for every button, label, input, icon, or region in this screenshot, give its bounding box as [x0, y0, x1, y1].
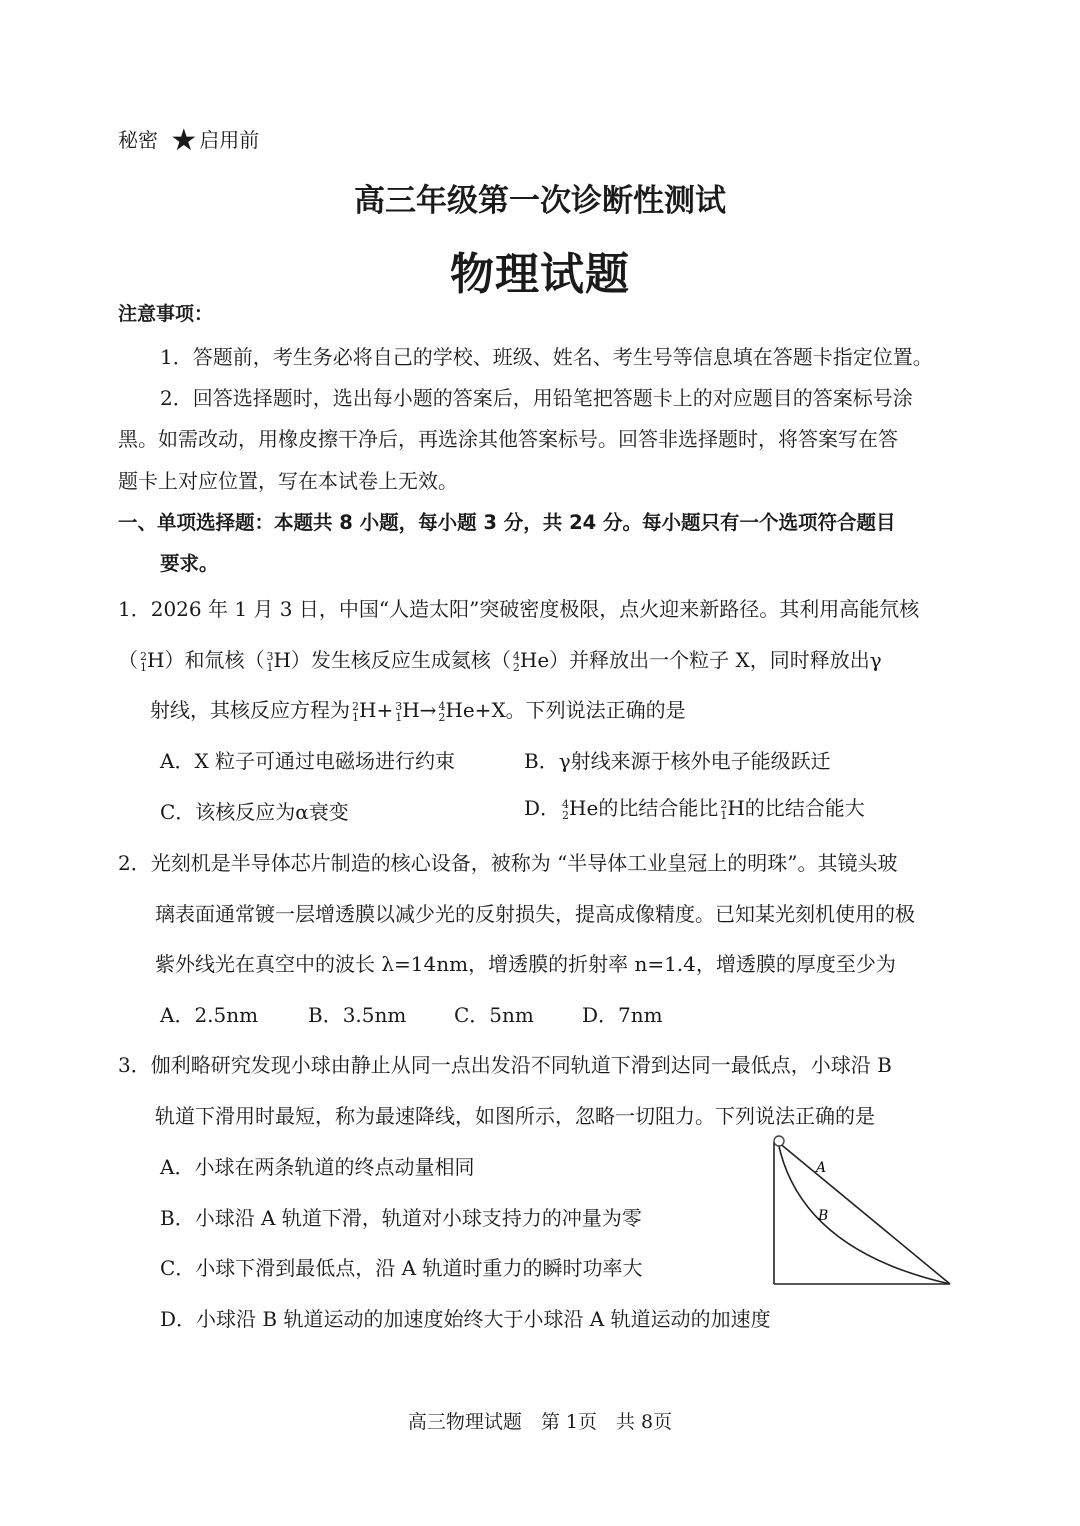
confidential-mark	[118, 123, 260, 158]
notice-item-2-line-1: 2．回答选择题时，选出每小题的答案后，用铅笔把答题卡上的对应题目的答案标号涂	[160, 386, 913, 410]
q2-stem-line-2: 璃表面通常镀一层增透膜以减少光的反射损失，提高成像精度。已知某光刻机使用的极	[155, 902, 915, 926]
notice-item-2-line-2: 黑。如需改动，用橡皮擦干净后，再选涂其他答案标号。回答非选择题时，将答案写在答	[118, 427, 898, 451]
brachistochrone-figure	[760, 1130, 960, 1290]
q1-stem-line-2: （ 2 1 H）和氚核（ 3 1 H）发生核反应生成氦核（ 4 2 He）并释放出一个粒子 X，同时释放出γ	[118, 648, 882, 674]
nuclide-h2-eq: 2 1	[352, 699, 359, 724]
q3-stem-line-1: 3．伽利略研究发现小球由静止从同一点出发沿不同轨道下滑到达同一最低点，小球沿 B	[118, 1053, 892, 1077]
notice-item-1: 1．答题前，考生务必将自己的学校、班级、姓名、考生号等信息填在答题卡指定位置。	[160, 345, 933, 369]
nuclide-h3-eq: 3 1	[395, 699, 403, 724]
q1-stem-line-3: 射线，其核反应方程为 2 1 H+ 3 1 H→ 4 2 He+X。下列说法正确的是	[150, 698, 686, 724]
section-1-heading: 一、单项选择题：本题共 8 小题，每小题 3 分，共 24 分。每小题只有一个选项符合题目	[118, 511, 896, 534]
q2-option-c: C．5nm	[454, 1003, 534, 1027]
q2-option-a: A．2.5nm	[160, 1003, 259, 1027]
q1-option-c: C．该核反应为α衰变	[160, 800, 349, 824]
page-footer: 高三物理试题 第 1页 共 8页	[407, 1411, 673, 1433]
nuclide-h2: 2 1	[140, 649, 147, 674]
track-a	[778, 1142, 950, 1284]
q1-stem-line-1: 1．2026 年 1 月 3 日，中国“人造太阳”突破密度极限，点火迎来新路径。其利用高能氘核	[118, 597, 920, 621]
q1-option-b: B．γ射线来源于核外电子能级跃迁	[524, 749, 831, 773]
subject-title: 物理试题	[450, 249, 630, 300]
nuclide-he4: 4 2	[512, 649, 520, 674]
q2-option-b: B．3.5nm	[308, 1003, 407, 1027]
q2-stem-line-3: 紫外线光在真空中的波长 λ=14nm，增透膜的折射率 n=1.4，增透膜的厚度至少为	[155, 952, 896, 976]
q2-option-d: D．7nm	[582, 1003, 663, 1027]
q3-option-b: B．小球沿 A 轨道下滑，轨道对小球支持力的冲量为零	[160, 1206, 642, 1230]
nuclide-he4-eq: 4 2	[438, 699, 446, 724]
q1-option-d: D． 4 2 He的比结合能比 2 1 H的比结合能大	[524, 796, 865, 822]
section-1-heading-cont: 要求。	[160, 552, 219, 575]
q3-stem-line-2: 轨道下滑用时最短，称为最速降线，如图所示，忽略一切阻力。下列说法正确的是	[155, 1104, 875, 1128]
q3-option-a: A．小球在两条轨道的终点动量相同	[160, 1155, 475, 1179]
before-use-label: 启用前	[199, 128, 260, 152]
ball	[774, 1136, 784, 1146]
track-a-label: A	[816, 1160, 827, 1176]
nuclide-he4-opt: 4 2	[562, 797, 570, 822]
track-b-label: B	[818, 1208, 829, 1224]
notice-item-2-line-3: 题卡上对应位置，写在本试卷上无效。	[118, 469, 458, 493]
secret-label: 秘密	[118, 128, 158, 152]
nuclide-h3: 3 1	[266, 649, 274, 674]
q2-stem-line-1: 2．光刻机是半导体芯片制造的核心设备，被称为 “半导体工业皇冠上的明珠”。其镜头玻	[118, 851, 898, 875]
exam-title: 高三年级第一次诊断性测试	[354, 183, 726, 219]
q1-option-a: A．X 粒子可通过电磁场进行约束	[160, 749, 456, 773]
q3-option-c: C．小球下滑到最低点，沿 A 轨道时重力的瞬时功率大	[160, 1256, 643, 1280]
notice-heading: 注意事项：	[118, 303, 214, 325]
star-icon: ★	[170, 123, 198, 158]
nuclide-h2-opt: 2 1	[720, 797, 728, 822]
q3-option-d: D．小球沿 B 轨道运动的加速度始终大于小球沿 A 轨道运动的加速度	[160, 1307, 771, 1331]
